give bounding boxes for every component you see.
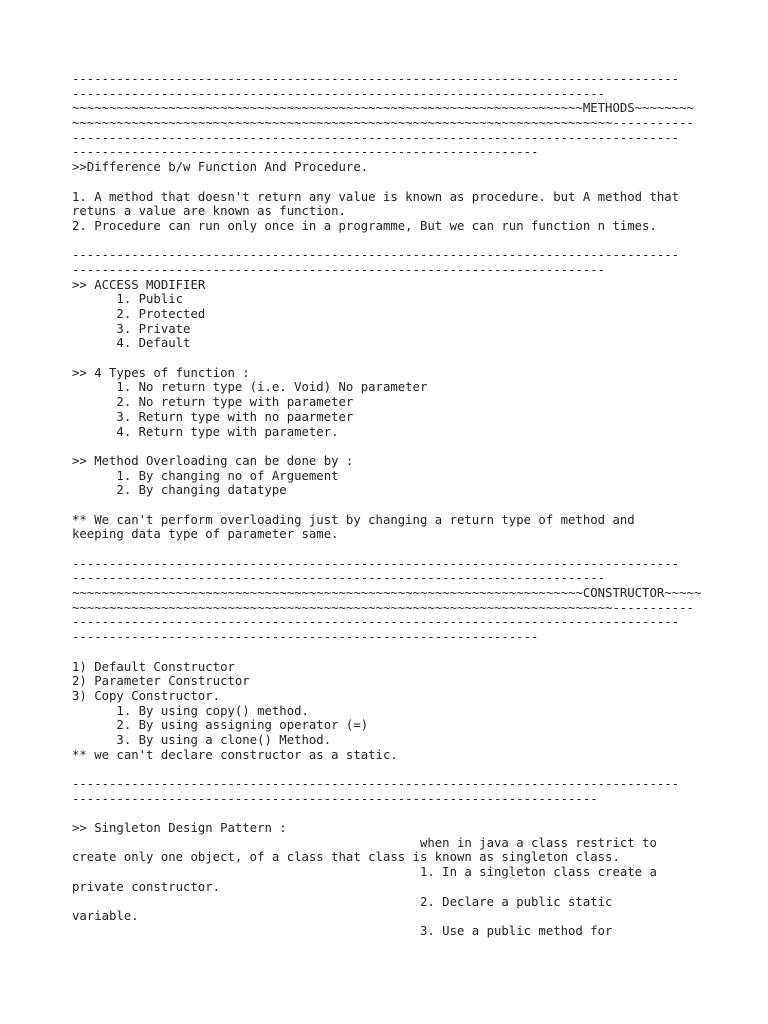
list-item: 4. Default	[72, 336, 191, 351]
separator-line: ----------------------------------------------------------------------------------	[72, 72, 680, 86]
separator-line: ----------------------------------------------------------------------------------	[72, 248, 680, 263]
text-line: keeping data type of parameter same.	[72, 527, 339, 542]
list-item: 2. Protected	[72, 307, 206, 321]
note-line: ** We can't perform overloading just by changing a return type of method and	[72, 512, 635, 527]
section-heading: >> Singleton Design Pattern :	[72, 821, 287, 836]
text-line: create only one object, of a class that class is known as singleton class.	[72, 850, 620, 865]
list-item: 2. By changing datatype	[72, 483, 287, 498]
list-item: 1. No return type (i.e. Void) No parameter	[72, 380, 428, 395]
blank-line	[72, 175, 702, 190]
separator-line: ~~~~~~~~~~~~~~~~~~~~~~~~~~~~~~~~~~~~~~~~~~~~~~~~~~~~~~~~~~~~~~~~~~~~~~~~~-----------	[72, 600, 694, 615]
separator-line: ~~~~~~~~~~~~~~~~~~~~~~~~~~~~~~~~~~~~~~~~~~~~~~~~~~~~~~~~~~~~~~~~~~~~~~~~~-----------	[72, 116, 694, 131]
section-heading: >> ACCESS MODIFIER	[72, 277, 206, 292]
separator-line: ------------------------------------------------------------------------	[72, 571, 606, 586]
list-item: 1. In a singleton class create a	[72, 865, 657, 880]
blank-line	[72, 806, 702, 821]
section-heading: >> 4 Types of function :	[72, 365, 250, 380]
blank-line	[72, 234, 702, 249]
separator-line: -----------------------------------------------------------------------	[72, 791, 598, 806]
separator-line: ------------------------------------------------------------------------	[72, 86, 606, 101]
section-heading: >>Difference b/w Function And Procedure.	[72, 160, 369, 175]
list-item: 3. By using a clone() Method.	[72, 732, 332, 747]
separator-line: ----------------------------------------------------------------------------------	[72, 777, 680, 791]
document-page	[72, 72, 702, 939]
blank-line	[72, 645, 702, 660]
list-item: 3) Copy Constructor.	[72, 688, 221, 703]
separator-line: ----------------------------------------------------------------------------------	[72, 556, 680, 571]
separator-line: ----------------------------------------------------------------------------------	[72, 615, 680, 630]
blank-line	[72, 351, 702, 366]
blank-line	[72, 762, 702, 777]
list-item: 3. Use a public method for	[72, 923, 613, 938]
blank-line	[72, 439, 702, 454]
separator-line: ------------------------------------------------------------------------	[72, 262, 606, 277]
text-line: retuns a value are known as function.	[72, 204, 346, 219]
text-line: when in java a class restrict to	[72, 835, 657, 850]
list-item: 2. By using assigning operator (=)	[72, 718, 369, 733]
text-line: variable.	[72, 909, 139, 924]
note-line: ** we can't declare constructor as a static.	[72, 747, 398, 762]
separator-line: ----------------------------------------------------------------------------------	[72, 130, 680, 145]
blank-line	[72, 498, 702, 513]
list-item: 4. Return type with parameter.	[72, 424, 339, 439]
list-item: 2. Procedure can run only once in a programme, But we can run function n times.	[72, 218, 657, 233]
separator-line: ---------------------------------------------------------------	[72, 630, 539, 645]
list-item: 1. By changing no of Arguement	[72, 468, 339, 483]
list-item: 3. Return type with no paarmeter	[72, 409, 354, 424]
separator-line: ~~~~~~~~~~~~~~~~~~~~~~~~~~~~~~~~~~~~~~~~~~~~~~~~~~~~~~~~~~~~~~~~~~~~~CONSTRUCTOR~~~~~	[72, 586, 702, 601]
list-item: 3. Private	[72, 321, 191, 336]
section-heading: >> Method Overloading can be done by :	[72, 453, 354, 468]
separator-line: ---------------------------------------------------------------	[72, 145, 539, 160]
list-item: 1. By using copy() method.	[72, 703, 309, 718]
list-item: 2. Declare a public static	[72, 894, 613, 909]
list-item: 1. Public	[72, 292, 184, 307]
list-item: 2) Parameter Constructor	[72, 674, 250, 689]
separator-line: ~~~~~~~~~~~~~~~~~~~~~~~~~~~~~~~~~~~~~~~~~~~~~~~~~~~~~~~~~~~~~~~~~~~~~METHODS~~~~~~~~	[72, 101, 694, 116]
list-item: 2. No return type with parameter	[72, 395, 354, 410]
list-item: 1. A method that doesn't return any value is known as procedure. but A method that	[72, 189, 680, 204]
blank-line	[72, 542, 702, 557]
list-item: 1) Default Constructor	[72, 659, 235, 674]
text-line: private constructor.	[72, 879, 221, 894]
